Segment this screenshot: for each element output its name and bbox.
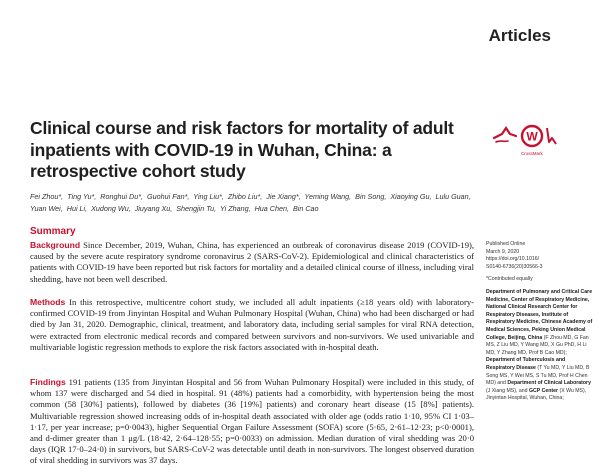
affiliation-1-people: (F Zhou MD, G Fan MS, Z Liu MD, Y Wang MD, X Gu PhD, H Li MD, Y Zhang MD, Prof B Cao MD);	[486, 334, 589, 356]
abstract-findings	[30, 377, 474, 467]
crossmark-icon[interactable]	[492, 120, 562, 154]
methods-label: Methods	[30, 297, 66, 307]
crossmark-label: CrossMark	[521, 151, 543, 156]
author-name[interactable]: Xiaoying Gu,	[390, 192, 432, 201]
methods-text: In this retrospective, multicentre cohort study, we included all adult inpatients (≥18 years old) with laboratory-confirmed COVID-19 from Jinyintan Hospital and Wuhan Pulmonary Hospital (Wuhan, China) who had been discharged or had died by Jan 31, 2020. Demographic, clinical, treatment, and laboratory data, including serial samples for viral RNA detection, were extracted from electronic medical records and compared between survivors and non-survivors. We used univariable and multivariable logistic regression methods to explore the risk factors associated with in-hospital death.	[30, 297, 474, 352]
summary-heading: Summary	[30, 226, 76, 237]
contributed-note: *Contributed equally	[486, 276, 533, 283]
affiliation-2-people: (T Yu MD, Y Liu MD, B Song MS, Y Wei MS, S Tu MD, Prof H Chen MD)	[486, 364, 590, 387]
affiliation-3: Department of Clinical Laboratory	[507, 380, 591, 387]
author-name[interactable]: Guohui Fan*,	[147, 192, 190, 201]
author-name[interactable]: Jiuyang Xu,	[134, 204, 173, 213]
author-name[interactable]: Yi Zhang,	[219, 204, 251, 213]
background-label: Background	[30, 240, 81, 250]
author-name[interactable]: Bin Song,	[355, 192, 387, 201]
svg-text:W: W	[526, 129, 538, 144]
doi-link-cont[interactable]: S0140-6736(20)30566-3	[486, 263, 543, 270]
publication-date: March 9, 2020	[486, 248, 520, 255]
author-name[interactable]: Hua Chen,	[254, 204, 289, 213]
findings-label: Findings	[30, 377, 66, 387]
affiliation-4-people: (X Wu MS), Jinyintan Hospital, Wuhan, China;	[486, 387, 587, 402]
author-name[interactable]: Zhibo Liu*,	[227, 192, 263, 201]
doi-link[interactable]: https://doi.org/10.1016/	[486, 256, 540, 263]
author-name[interactable]: Fei Zhou*,	[30, 192, 64, 201]
background-text: Since December, 2019, Wuhan, China, has experienced an outbreak of coronavirus disease 2019 (COVID-19), caused by the severe acute respiratory syndrome coronavirus 2 (SARS-CoV-2). Epidemiological and clinical characteristics of patients with COVID-19 have been reported but risk factors for mortality and a detailed clinical course of illness, including viral shedding, have not been well described.	[30, 240, 474, 284]
sidebar	[486, 241, 594, 408]
author-name[interactable]: Xudong Wu,	[91, 204, 131, 213]
affiliation-4: GCP Center	[528, 387, 559, 394]
findings-text: 191 patients (135 from Jinyintan Hospital and 56 from Wuhan Pulmonary Hospital) were included in this study, of whom 137 were discharged and 54 died in hospital. 91 (48%) patients had a comorbidity, with hypertension being the most common (58 [30%] patients), followed by diabetes (36 [19%] patients) and coronary heart disease (15 [8%] patients). Multivariable regression showed increasing odds of in-hospital death associated with older age (odds ratio 1·10, 95% CI 1·03–1·17, per year increase; p=0·0043), higher Sequential Organ Failure Assessment (SOFA) score (5·65, 2·61–12·23; p<0·0001), and d-dimer greater than 1 μg/L (18·42, 2·64–128·55; p=0·0033) on admission. Median duration of viral shedding was 20·0 days (IQR 17·0–24·0) in survivors, but SARS-CoV-2 was detectable until death in non-survivors. The longest observed duration of viral shedding in survivors was 37 days.	[30, 377, 474, 466]
author-name[interactable]: Shengjin Tu,	[176, 204, 217, 213]
affiliation-3-prefix: and	[497, 380, 508, 387]
author-name[interactable]: Lulu Guan,	[435, 192, 471, 201]
author-list	[30, 191, 476, 215]
author-name[interactable]: Ting Yu*,	[67, 192, 97, 201]
author-name[interactable]: Yuan Wei,	[30, 204, 63, 213]
author-name[interactable]: Ying Liu*,	[193, 192, 224, 201]
section-label: Articles	[488, 26, 551, 45]
published-online: Published Online	[486, 241, 526, 247]
article-title: Clinical course and risk factors for mortality of adult inpatients with COVID-19 in Wuhan, China: a retrospective cohort study	[30, 118, 454, 181]
author-name[interactable]: Hui Li,	[66, 204, 88, 213]
abstract-background	[30, 240, 474, 285]
affiliation-1: Department of Pulmonary and Critical Care Medicine, Center of Respiratory Medicine, National Clinical Research Center for Respiratory Diseases, Institute of Respiratory Medicine, Chinese Academy of Medical Sciences, Peking Union Medical College, Beijing, China	[486, 288, 593, 341]
affiliation-3-people: (J Xiang MS), and	[486, 387, 528, 394]
author-name[interactable]: Ronghui Du*,	[100, 192, 144, 201]
author-name[interactable]: Jie Xiang*,	[266, 192, 301, 201]
author-name[interactable]: Yeming Wang,	[304, 192, 352, 201]
author-name[interactable]: Bin Cao	[292, 204, 319, 213]
abstract-methods	[30, 297, 474, 353]
affiliation-2: Department of Tuberculosis and Respiratory Disease	[486, 357, 566, 371]
